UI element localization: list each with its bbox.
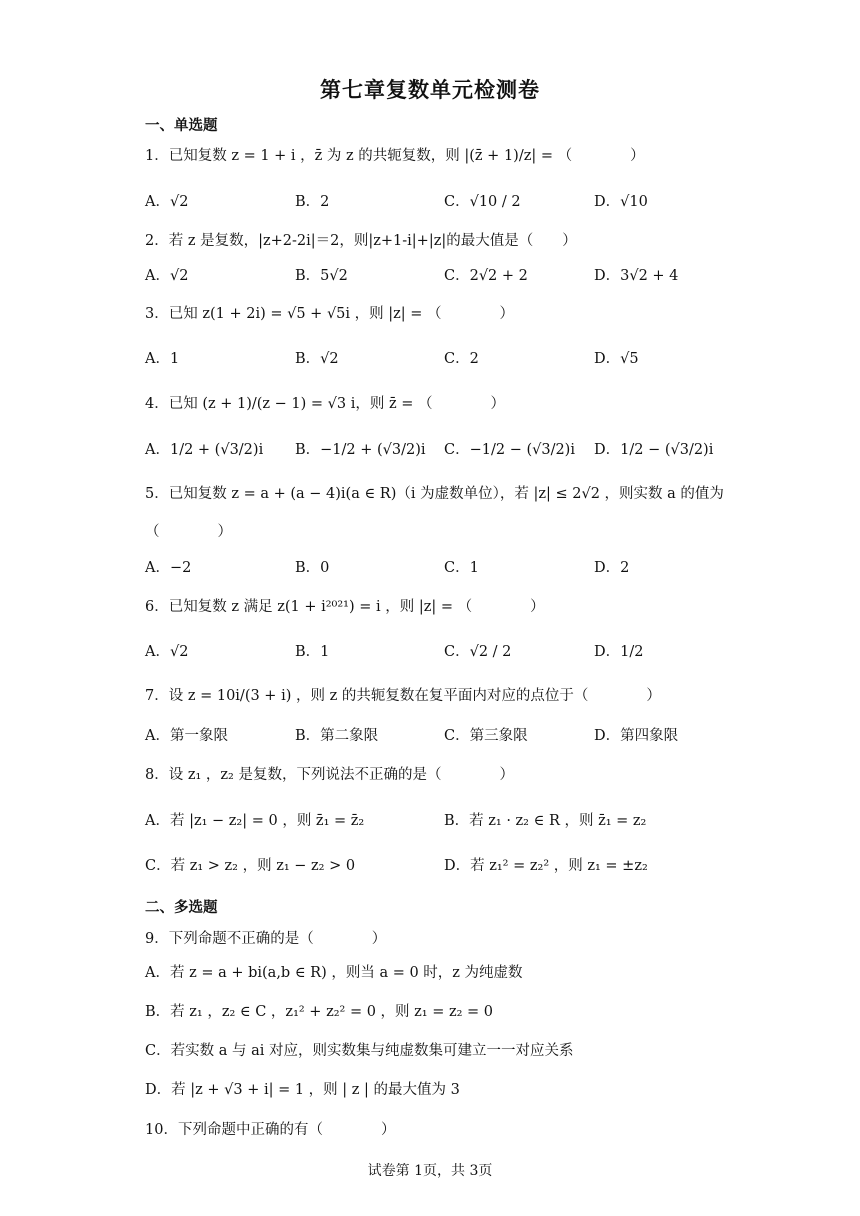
- question-5-stem-continued: （ ）: [145, 524, 232, 540]
- question-9-option-a: A．若 z = a + bi(a,b ∈ R) ，则当 a = 0 时，z 为纯虚数: [145, 965, 523, 981]
- question-2-option-a: A．√2: [145, 268, 189, 284]
- question-7-option-d: D．第四象限: [594, 728, 679, 744]
- page-title: 第七章复数单元检测卷: [320, 77, 540, 102]
- question-4-option-b: B．−1/2 + (√3/2)i: [295, 442, 426, 458]
- question-7-option-b: B．第二象限: [295, 728, 379, 744]
- question-1-option-c: C．√10 / 2: [444, 194, 521, 210]
- question-2-option-c: C．2√2 + 2: [444, 268, 528, 284]
- question-8-option-d: D．若 z₁² = z₂² ，则 z₁ = ±z₂: [444, 858, 648, 874]
- question-9-option-b: B．若 z₁ ，z₂ ∈ C ，z₁² + z₂² = 0 ，则 z₁ = z₂ = 0: [145, 1004, 494, 1020]
- question-6-option-d: D．1/2: [594, 644, 644, 660]
- question-5-option-c: C．1: [444, 560, 479, 576]
- question-4-option-a: A．1/2 + (√3/2)i: [145, 442, 264, 458]
- question-3-option-a: A．1: [145, 351, 180, 367]
- question-7-option-a: A．第一象限: [145, 728, 228, 744]
- question-9-option-d: D．若 |z + √3 + i| = 1 ，则 | z | 的最大值为 3: [145, 1082, 460, 1098]
- question-1-stem: 1．已知复数 z = 1 + i ，z̄ 为 z 的共轭复数，则 |(z̄ + 1)/z| = （ ）: [145, 148, 645, 164]
- question-6-option-c: C．√2 / 2: [444, 644, 512, 660]
- question-3-stem: 3．已知 z(1 + 2i) = √5 + √5i ，则 |z| = （ ）: [145, 306, 515, 322]
- question-1-option-b: B．2: [295, 194, 330, 210]
- section-heading-single-choice: 一、单选题: [145, 117, 218, 134]
- question-5-option-b: B．0: [295, 560, 330, 576]
- question-6-stem: 6．已知复数 z 满足 z(1 + i²⁰²¹) = i ，则 |z| = （ ）: [145, 599, 545, 615]
- question-2-option-b: B．5√2: [295, 268, 348, 284]
- question-6-option-a: A．√2: [145, 644, 189, 660]
- question-3-option-b: B．√2: [295, 351, 339, 367]
- question-1-option-d: D．√10: [594, 194, 648, 210]
- question-9-stem: 9．下列命题不正确的是（ ）: [145, 931, 387, 947]
- question-8-option-a: A．若 |z₁ − z₂| = 0 ，则 z̄₁ = z̄₂: [145, 813, 365, 829]
- question-6-option-b: B．1: [295, 644, 330, 660]
- question-5-option-a: A．−2: [145, 560, 192, 576]
- question-8-stem: 8．设 z₁ ，z₂ 是复数，下列说法不正确的是（ ）: [145, 767, 514, 783]
- question-2-option-d: D．3√2 + 4: [594, 268, 679, 284]
- page-footer: 试卷第 1页，共 3页: [367, 1163, 493, 1179]
- question-9-option-c: C．若实数 a 与 ai 对应，则实数集与纯虚数集可建立一一对应关系: [145, 1043, 574, 1059]
- question-4-option-c: C．−1/2 − (√3/2)i: [444, 442, 575, 458]
- question-3-option-d: D．√5: [594, 351, 639, 367]
- question-7-option-c: C．第三象限: [444, 728, 528, 744]
- question-5-stem: 5．已知复数 z = a + (a − 4)i(a ∈ R)（i 为虚数单位），若 |z| ≤ 2√2 ，则实数 a 的值为: [145, 486, 724, 502]
- question-2-stem: 2．若 z 是复数，|z+2-2i|＝2，则|z+1-i|+|z|的最大值是（ ）: [145, 233, 577, 249]
- question-3-option-c: C．2: [444, 351, 479, 367]
- question-5-option-d: D．2: [594, 560, 630, 576]
- question-1-option-a: A．√2: [145, 194, 189, 210]
- question-8-option-b: B．若 z₁ · z₂ ∈ R ，则 z̄₁ = z₂: [444, 813, 647, 829]
- question-4-option-d: D．1/2 − (√3/2)i: [594, 442, 714, 458]
- question-7-stem: 7．设 z = 10i/(3 + i) ，则 z 的共轭复数在复平面内对应的点位于（ ）: [145, 688, 661, 704]
- question-10-stem: 10．下列命题中正确的有（ ）: [145, 1122, 396, 1138]
- question-8-option-c: C．若 z₁ > z₂ ，则 z₁ − z₂ > 0: [145, 858, 356, 874]
- section-heading-multi-choice: 二、多选题: [145, 899, 218, 916]
- question-4-stem: 4．已知 (z + 1)/(z − 1) = √3 i，则 z̄ = （ ）: [145, 396, 506, 412]
